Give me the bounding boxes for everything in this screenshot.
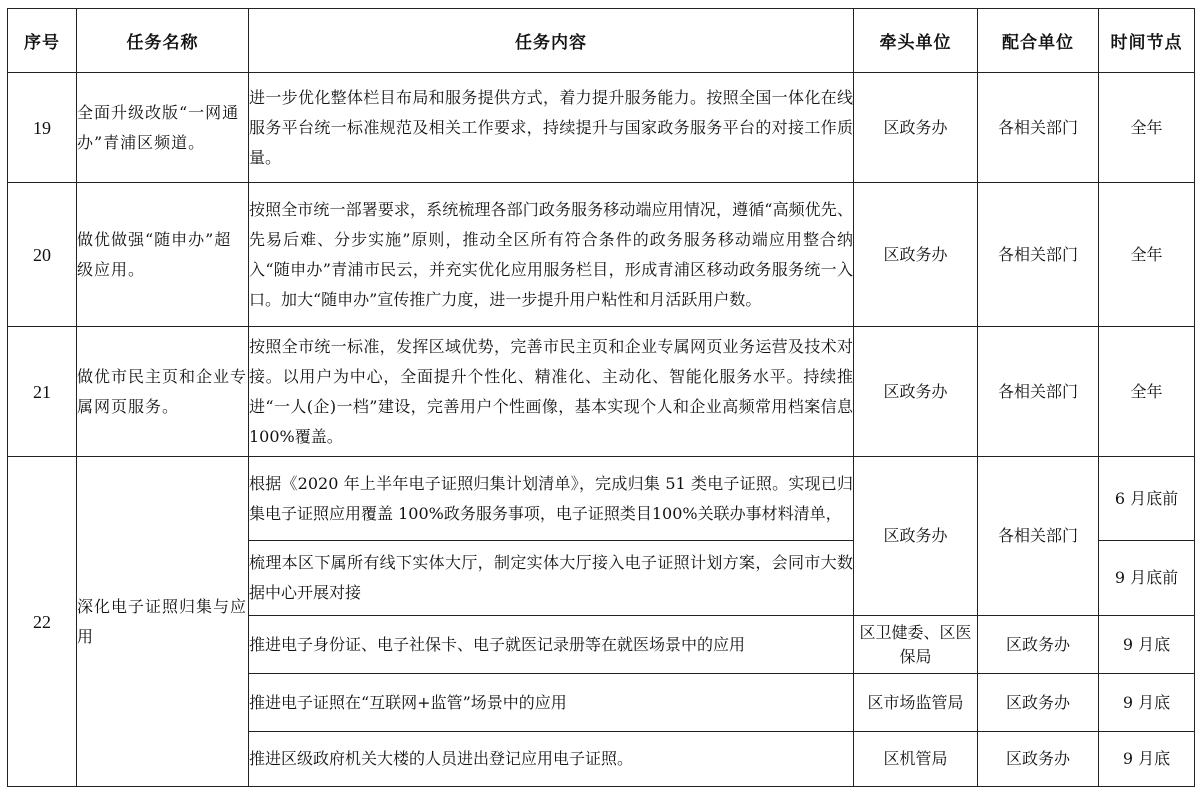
table-row: [8, 73, 1195, 183]
subtask-content: 推进区级政府机关大楼的人员进出登记应用电子证照。: [249, 732, 854, 787]
subtask-time-node: 9 月底前: [1099, 541, 1195, 616]
row-no: 21: [8, 327, 77, 457]
row-task-name: 全面升级改版“一网通办”青浦区频道。: [77, 73, 249, 183]
subtask-content: 推进电子证照在“互联网+监管”场景中的应用: [249, 674, 854, 732]
table-row: [8, 183, 1195, 327]
row-no: 22: [8, 457, 77, 787]
row-time-node: 全年: [1099, 327, 1195, 457]
subtask-lead-unit: 区卫健委、区医保局: [854, 616, 978, 674]
row-task-content: 按照全市统一部署要求，系统梳理各部门政务服务移动端应用情况，遵循“高频优先、先易后难、分步实施”原则，推动全区所有符合条件的政务服务移动端应用整合纳入“随申办”青浦市民云，并充实优化应用服务栏目，形成青浦区移动政务服务统一入口。加大“随申办”宣传推广力度，进一步提升用户粘性和月活跃用户数。: [249, 183, 854, 327]
row-time-node: 全年: [1099, 183, 1195, 327]
row-task-name: 深化电子证照归集与应用: [77, 457, 249, 787]
row-coop-unit: 各相关部门: [978, 73, 1099, 183]
row-coop-unit: 各相关部门: [978, 327, 1099, 457]
header-task-name: 任务名称: [77, 9, 249, 73]
row-lead-unit: 区政务办: [854, 73, 978, 183]
row-no: 19: [8, 73, 77, 183]
row-time-node: 全年: [1099, 73, 1195, 183]
row-task-name: 做优市民主页和企业专属网页服务。: [77, 327, 249, 457]
subtask-time-node: 9 月底: [1099, 674, 1195, 732]
table-row: [8, 327, 1195, 457]
row-coop-unit: 各相关部门: [978, 457, 1099, 616]
table-row: [8, 457, 1195, 541]
row-task-content: 进一步优化整体栏目布局和服务提供方式，着力提升服务能力。按照全国一体化在线服务平台统一标准规范及相关工作要求，持续提升与国家政务服务平台的对接工作质量。: [249, 73, 854, 183]
row-coop-unit: 各相关部门: [978, 183, 1099, 327]
header-no: 序号: [8, 9, 77, 73]
row-task-name: 做优做强“随申办”超级应用。: [77, 183, 249, 327]
subtask-lead-unit: 区市场监管局: [854, 674, 978, 732]
row-lead-unit: 区政务办: [854, 183, 978, 327]
subtask-coop-unit: 区政务办: [978, 616, 1099, 674]
subtask-time-node: 9 月底: [1099, 616, 1195, 674]
row-lead-unit: 区政务办: [854, 457, 978, 616]
subtask-content: 梳理本区下属所有线下实体大厅，制定实体大厅接入电子证照计划方案，会同市大数据中心开展对接: [249, 541, 854, 616]
header-time-node: 时间节点: [1099, 9, 1195, 73]
subtask-lead-unit: 区机管局: [854, 732, 978, 787]
header-task-content: 任务内容: [249, 9, 854, 73]
subtask-content: 根据《2020 年上半年电子证照归集计划清单》，完成归集 51 类电子证照。实现已归集电子证照应用覆盖 100%政务服务事项，电子证照类目100%关联办事材料清单，: [249, 457, 854, 541]
row-task-content: 按照全市统一标准，发挥区域优势，完善市民主页和企业专属网页业务运营及技术对接。以用户为中心，全面提升个性化、精准化、主动化、智能化服务水平。持续推进“一人(企)一档”建设，完善用户个性画像，基本实现个人和企业高频常用档案信息 100%覆盖。: [249, 327, 854, 457]
header-lead-unit: 牵头单位: [854, 9, 978, 73]
row-lead-unit: 区政务办: [854, 327, 978, 457]
subtask-coop-unit: 区政务办: [978, 674, 1099, 732]
subtask-time-node: 6 月底前: [1099, 457, 1195, 541]
header-row: [8, 9, 1195, 73]
subtask-time-node: 9 月底: [1099, 732, 1195, 787]
task-table: [7, 8, 1195, 787]
row-no: 20: [8, 183, 77, 327]
subtask-content: 推进电子身份证、电子社保卡、电子就医记录册等在就医场景中的应用: [249, 616, 854, 674]
subtask-coop-unit: 区政务办: [978, 732, 1099, 787]
header-coop-unit: 配合单位: [978, 9, 1099, 73]
